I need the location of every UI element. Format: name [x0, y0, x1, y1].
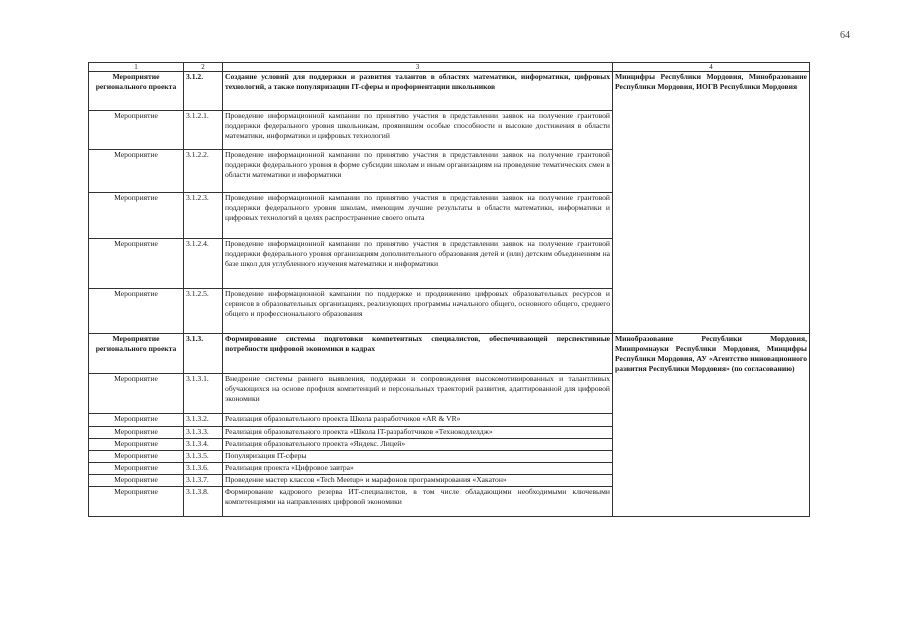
column-number: 3 — [223, 63, 613, 72]
activity-title: Формирование системы подготовки компетентных специалистов, обеспечивающей перспективные потребности цифровой экономики в кадрах — [223, 334, 613, 374]
item-text: Реализация проекта «Цифровое завтра» — [223, 463, 613, 475]
item-text: Внедрение системы раннего выявления, поддержки и сопровождения высокомотивированных и талантливых обучающихся на основе профиля компетенций и персональных траекторий развития, адаптированной для цифровой экономики — [223, 374, 613, 414]
column-number: 1 — [89, 63, 184, 72]
item-text: Формирование кадрового резерва ИТ-специалистов, в том числе обладающими необходимыми ключевыми компетенциями на направлениях цифровой экономики — [223, 487, 613, 517]
program-table — [88, 62, 810, 517]
item-text: Проведение информационной кампании по принятию участия в представлении заявок на получение грантовой поддержки федерального уровня школам, имеющим лучшие результаты в области математики, информатики и цифровых технологий в целях распространение своего опыта — [223, 193, 613, 239]
item-text: Проведение информационной кампании по поддержке и продвижению цифровых образовательных ресурсов и сервисов в образовательных организациях, реализующих программы начального общего, основного общего, среднего общего и профессионального образования — [223, 289, 613, 334]
item-type: Мероприятие — [89, 111, 184, 150]
activity-group-row — [89, 334, 810, 374]
item-code: 3.1.2.3. — [184, 193, 223, 239]
item-text: Проведение информационной кампании по принятию участия в представлении заявок на получение грантовой поддержки федерального уровня организациям дополнительного образования детей и (или) детским объединениям на базе школ для углубленного изучения математики и информатики — [223, 239, 613, 289]
activity-type: Мероприятие регионального проекта — [89, 72, 184, 111]
item-text: Проведение информационной кампании по принятию участия в представлении заявок на получение грантовой поддержки федерального уровня в форме субсидии школам и иным организациям на проведение тематических смен в области математики и информатики — [223, 150, 613, 193]
item-type: Мероприятие — [89, 193, 184, 239]
column-number-row — [89, 63, 810, 72]
activity-title: Создание условий для поддержки и развития талантов в областях математики, информатики, цифровых технологий, а также популяризации IT-сферы и профориентации школьников — [223, 72, 613, 111]
item-code: 3.1.3.4. — [184, 439, 223, 451]
activity-code: 3.1.3. — [184, 334, 223, 374]
item-type: Мероприятие — [89, 427, 184, 439]
item-type: Мероприятие — [89, 150, 184, 193]
item-text: Реализация образовательного проекта Школа разработчиков «AR & VR» — [223, 414, 613, 427]
item-text: Реализация образовательного проекта «Школа IT-разработчиков «Технокодлелдж» — [223, 427, 613, 439]
activity-group-row — [89, 72, 810, 111]
item-code: 3.1.2.4. — [184, 239, 223, 289]
item-type: Мероприятие — [89, 239, 184, 289]
item-code: 3.1.2.5. — [184, 289, 223, 334]
activity-type: Мероприятие регионального проекта — [89, 334, 184, 374]
item-code: 3.1.2.1. — [184, 111, 223, 150]
page-number: 64 — [840, 30, 850, 41]
item-text: Проведение мастер классов «Tech Meetup» и марафонов программирования «Хакатон» — [223, 475, 613, 487]
item-code: 3.1.3.3. — [184, 427, 223, 439]
item-type: Мероприятие — [89, 289, 184, 334]
item-code: 3.1.3.7. — [184, 475, 223, 487]
item-code: 3.1.3.1. — [184, 374, 223, 414]
item-type: Мероприятие — [89, 475, 184, 487]
item-type: Мероприятие — [89, 451, 184, 463]
item-code: 3.1.3.6. — [184, 463, 223, 475]
column-number: 4 — [613, 63, 810, 72]
item-text: Проведение информационной кампании по принятию участия в представлении заявок на получение грантовой поддержки федерального уровня школьникам, проявившим особые способности и высокие достижения в области математики, информатики и цифровых технологий — [223, 111, 613, 150]
responsible-executors: Минцифры Республики Мордовия, Минобразование Республики Мордовия, ИОГВ Республики Мордовия — [613, 72, 810, 334]
column-number: 2 — [184, 63, 223, 72]
item-code: 3.1.3.8. — [184, 487, 223, 517]
item-type: Мероприятие — [89, 374, 184, 414]
item-code: 3.1.3.5. — [184, 451, 223, 463]
item-type: Мероприятие — [89, 487, 184, 517]
responsible-executors: Минобразование Республики Мордовия, Минпромнауки Республики Мордовия, Минцифры Республики Мордовия, АУ «Агентство инновационного развития Республики Мордовия» (по согласованию) — [613, 334, 810, 517]
item-code: 3.1.2.2. — [184, 150, 223, 193]
item-text: Реализация образовательного проекта «Яндекс. Лицей» — [223, 439, 613, 451]
item-type: Мероприятие — [89, 463, 184, 475]
item-text: Популяризация IT-сферы — [223, 451, 613, 463]
item-type: Мероприятие — [89, 439, 184, 451]
item-type: Мероприятие — [89, 414, 184, 427]
activity-code: 3.1.2. — [184, 72, 223, 111]
item-code: 3.1.3.2. — [184, 414, 223, 427]
